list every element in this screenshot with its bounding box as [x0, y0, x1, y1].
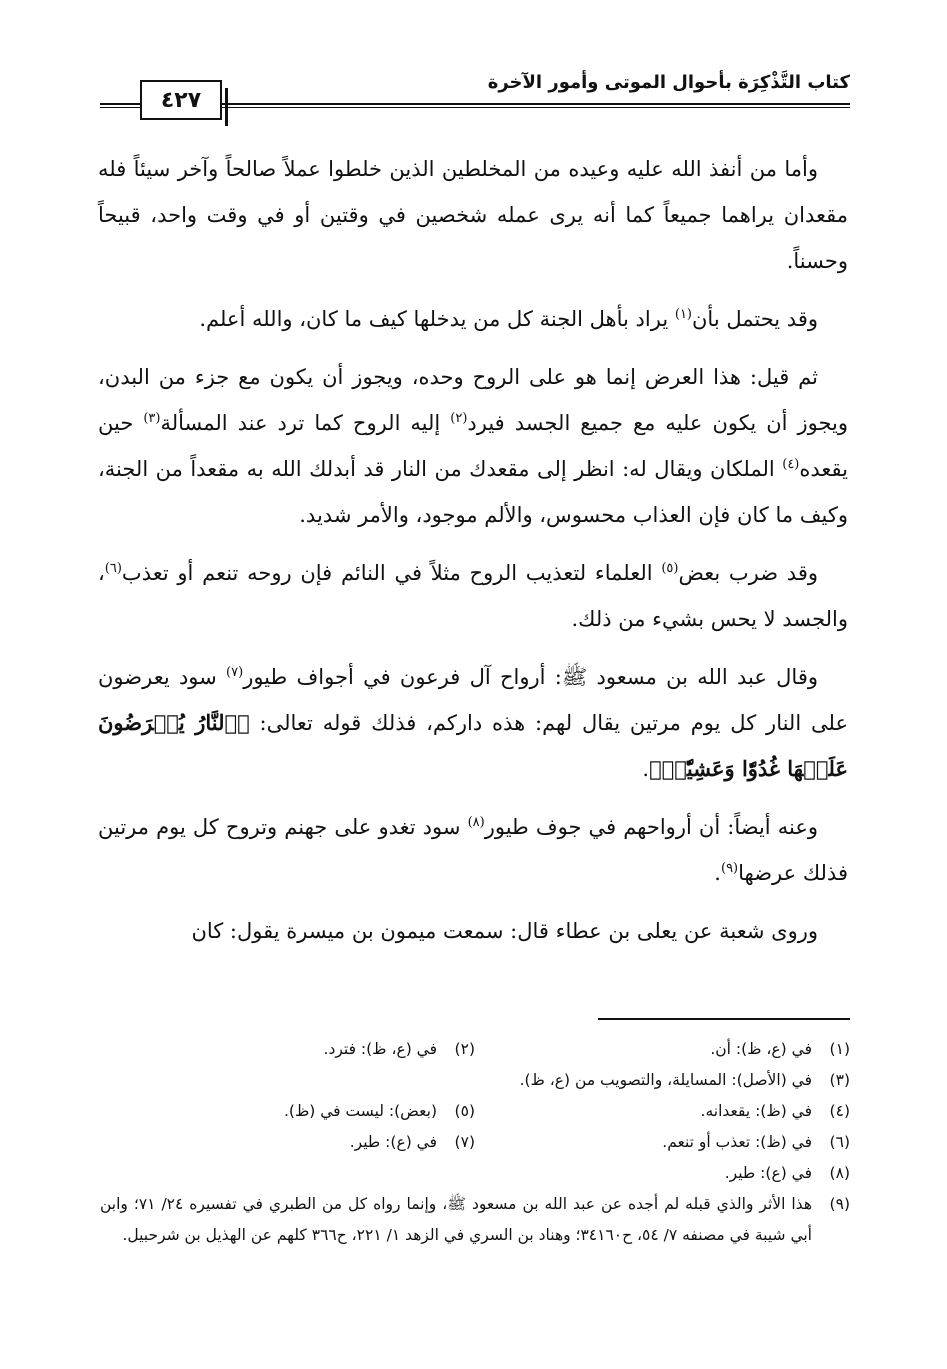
paragraph-4: وقد ضرب بعض$^{(٥)}$ العلماء لتعذيب الروح مثلاً في النائم فإن روحه تنعم أو تعذب$^{(٦)}$، والجسد لا يحس بشيء من ذلك. [98, 561, 848, 631]
footnote-7: (٧)في (ع): طير. [349, 1133, 475, 1151]
paragraph-5: وقال عبد الله بن مسعود ﷺ: أرواح آل فرعون في أجواف طيور$^{(٧)}$ سود يعرضون على النار كل يوم مرتين يقال لهم: هذه داركم، فذلك قوله تعالى: ﴿ٱلنَّارُ يُعۡرَضُونَ عَلَيۡهَا غُدُوّٗا وَعَشِيّٗاۚ﴾. [98, 665, 848, 781]
paragraph-1: وأما من أنفذ الله عليه وعيده من المخلطين الذين خلطوا عملاً صالحاً وآخر سيئاً فله مقعدان يراهما جميعاً كما أنه يرى عمله شخصين في وقتين أو في وقت واحد، قبيحاً وحسناً. [98, 157, 848, 273]
footnote-ref-3: (٣) [143, 411, 161, 426]
footnote-2: (٢)في (ع، ظ): فترد. [323, 1040, 475, 1058]
paragraph-6: وعنه أيضاً: أن أرواحهم في جوف طيور$^{(٨)}$ سود تغدو على جهنم وتروح كل يوم مرتين فذلك عرضها$^{(٩)}$. [98, 815, 848, 885]
footnote-ref-2: (٢) [450, 411, 468, 426]
footnote-ref-9: (٩) [720, 861, 739, 876]
footnote-separator [598, 1018, 850, 1020]
footnote-ref-6: (٦) [104, 561, 122, 576]
footnotes [100, 1034, 850, 1251]
footnote-ref-1: (١) [674, 307, 692, 322]
quran-verse: ﴿ٱلنَّارُ يُعۡرَضُونَ عَلَيۡهَا غُدُوّٗا وَعَشِيّٗاۚ﴾ [98, 710, 848, 781]
page-header [100, 66, 850, 122]
footnote-9: (٩) هذا الأثر والذي قبله لم أجده عن عبد الله بن مسعود ﷺ، وإنما رواه كل من الطبري في تفسيره ٢٤/ ٧١؛ وابن أبي شيبة في مصنفه ٧/ ٥٤، ح٣٤١٦٠؛ وهناد بن السري في الزهد ١/ ٢٢١، ح٣٦٦ كلهم عن الهذيل بن شرحبيل. [100, 1195, 850, 1244]
page-number: ٤٢٧ [140, 80, 222, 120]
footnote-3: (٣)في (الأصل): المسايلة، والتصويب من (ع، ظ). [519, 1071, 850, 1089]
footnote-5: (٥)(بعض): ليست في (ظ). [283, 1102, 475, 1120]
footnote-ref-4: (٤) [782, 457, 800, 472]
footnote-4: (٤)في (ظ): يقعدانه. [700, 1102, 850, 1120]
footnote-row [100, 1096, 850, 1127]
footnote-row [100, 1065, 850, 1096]
footnote-ref-7: (٧) [226, 665, 244, 680]
footnote-ref-5: (٥) [661, 561, 679, 576]
footnote-6: (٦)في (ظ): تعذب أو تنعم. [662, 1133, 850, 1151]
footnote-1: (١)في (ع، ظ): أن. [710, 1040, 850, 1058]
main-text [98, 146, 848, 966]
footnote-row [100, 1158, 850, 1189]
paragraph-7: وروى شعبة عن يعلى بن عطاء قال: سمعت ميمون بن ميسرة يقول: كان [191, 919, 818, 943]
paragraph-3: ثم قيل: هذا العرض إنما هو على الروح وحده، ويجوز أن يكون مع جزء من البدن، ويجوز أن يكون عليه مع جميع الجسد فيرد$^{(٢)}$ إليه الروح كما ترد عند المسألة$^{(٣)}$ حين يقعده$^{(٤)}$ الملكان ويقال له: انظر إلى مقعدك من النار قد أبدلك الله به مقعداً من الجنة، وكيف ما كان فإن العذاب محسوس، والألم موجود، والأمر شديد. [98, 365, 848, 527]
footnote-ref-8: (٨) [467, 815, 485, 830]
paragraph-2: وقد يحتمل بأن$^{(١)}$ يراد بأهل الجنة كل من يدخلها كيف ما كان، والله أعلم. [199, 307, 818, 331]
footnote-row [100, 1127, 850, 1158]
running-title: كتاب التَّذْكِرَة بأحوال الموتى وأمور الآخرة [487, 72, 850, 93]
footnote-8: (٨)في (ع): طير. [724, 1164, 850, 1182]
footnote-row [100, 1034, 850, 1065]
